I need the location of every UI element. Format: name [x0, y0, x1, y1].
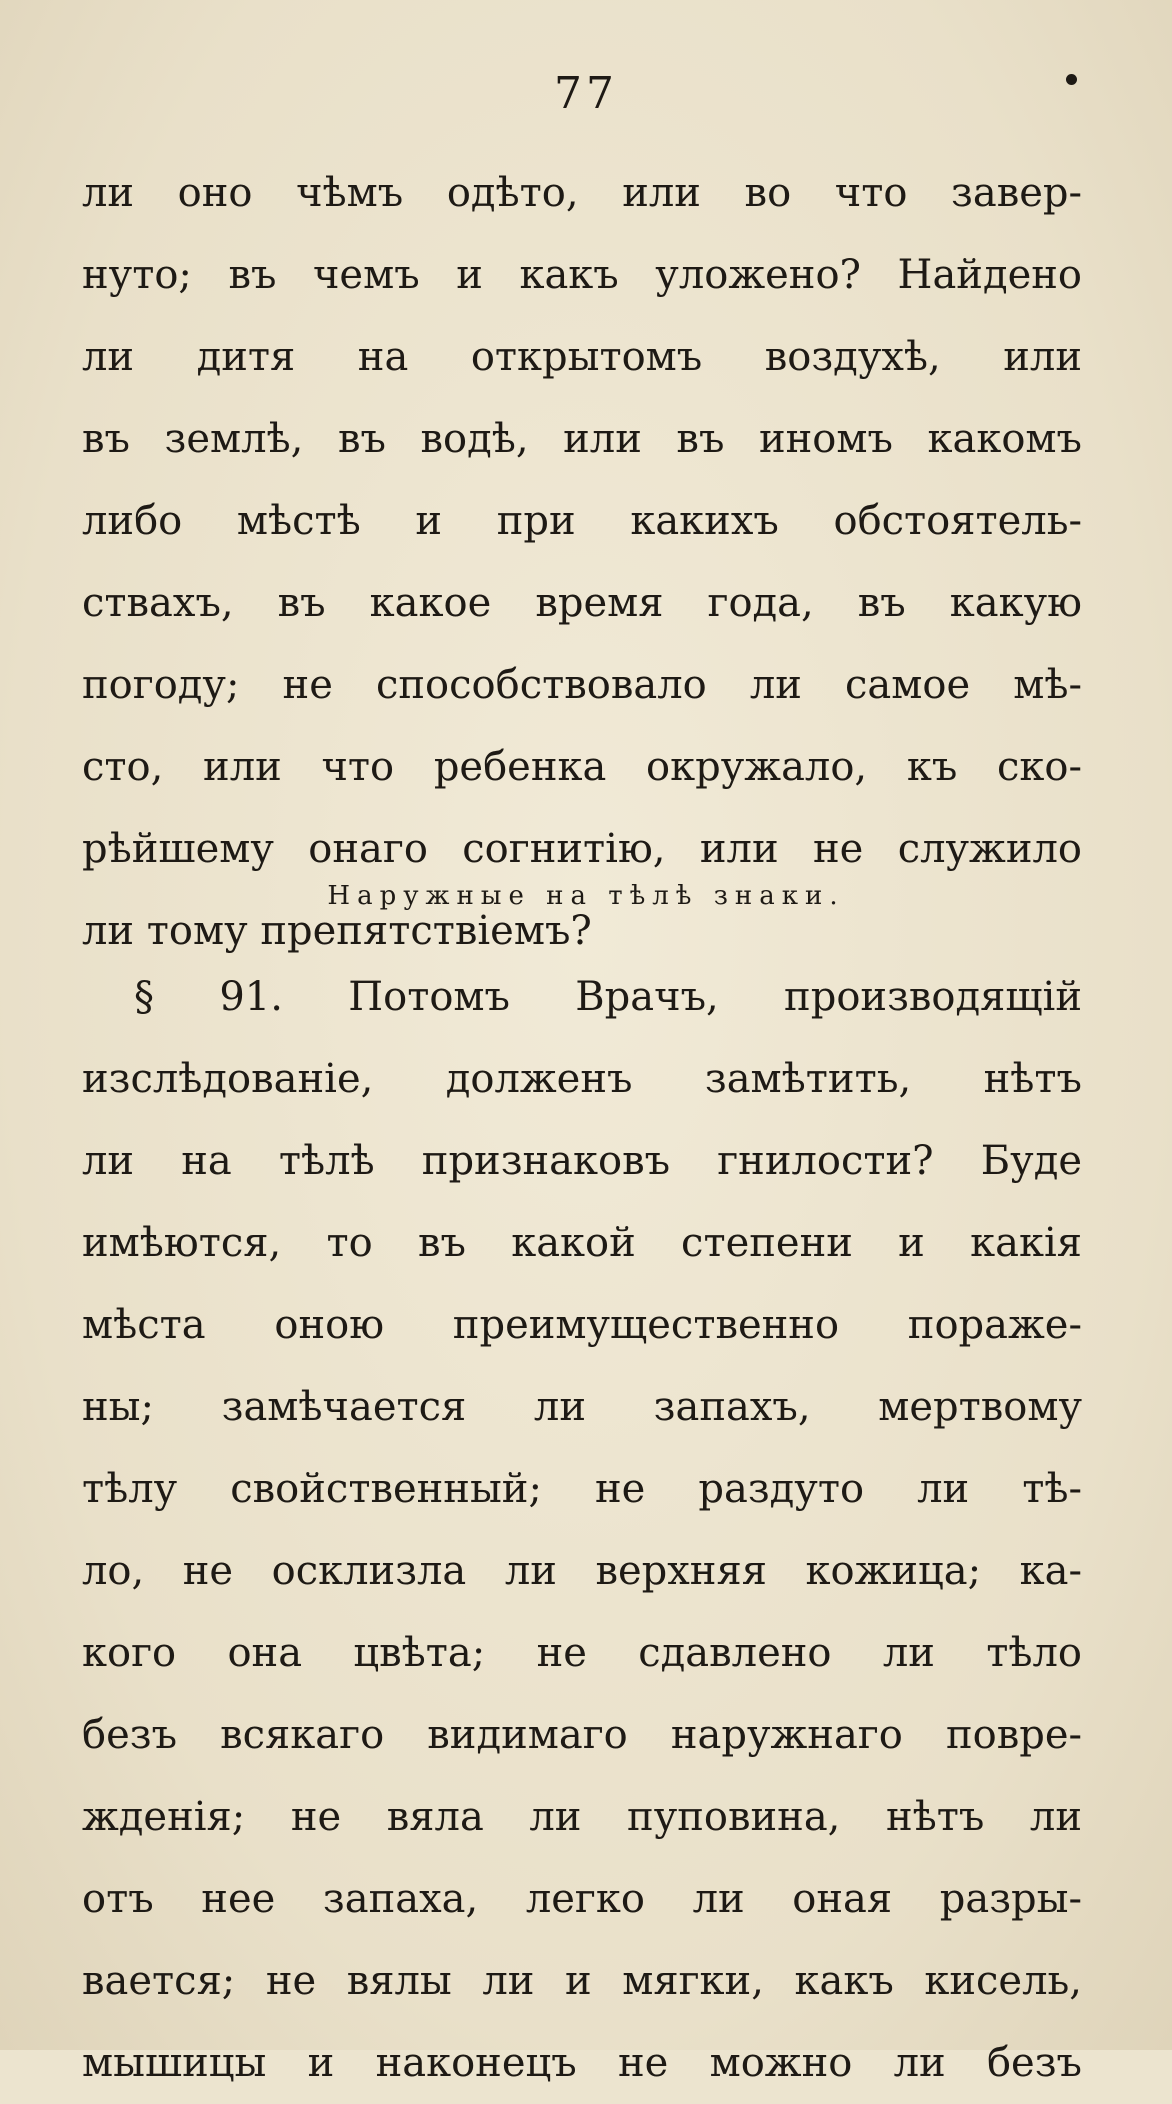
text-line: безъ всякаго видимаго наружнаго повре-: [82, 1712, 1082, 1758]
text-line: кого она цвѣта; не сдавлено ли тѣло: [82, 1630, 1082, 1676]
text-line: отъ нее запаха, легко ли оная разры-: [82, 1876, 1082, 1922]
text-line: ло, не осклизла ли верхняя кожица; ка-: [82, 1548, 1082, 1594]
section-heading: Наружные на тѣлѣ знаки.: [327, 881, 845, 911]
text-line: ли оно чѣмъ одѣто, или во что завер-: [82, 170, 1082, 216]
ink-dot: [1066, 74, 1077, 85]
text-line: мѣста оною преимущественно пораже-: [82, 1302, 1082, 1348]
text-line: сто, или что ребенка окружало, къ ско-: [82, 744, 1082, 790]
text-line: ли на тѣлѣ признаковъ гнилости? Буде: [82, 1138, 1082, 1184]
text-line: § 91. Потомъ Врачъ, производящій: [134, 974, 1082, 1020]
paragraph-2: [82, 956, 1082, 2104]
text-line: вается; не вялы ли и мягки, какъ кисель,: [82, 1958, 1082, 2004]
text-line: изслѣдованіе, долженъ замѣтить, нѣтъ: [82, 1056, 1082, 1102]
text-line: тѣлу свойственный; не раздуто ли тѣ-: [82, 1466, 1082, 1512]
paragraph-1: [82, 152, 1082, 972]
text-line: въ землѣ, въ водѣ, или въ иномъ какомъ: [82, 416, 1082, 462]
text-line: ли тому препятствіемъ?: [82, 908, 592, 954]
page-number: 77: [554, 68, 618, 119]
text-line: жденія; не вяла ли пуповина, нѣтъ ли: [82, 1794, 1082, 1840]
text-line: ствахъ, въ какое время года, въ какую: [82, 580, 1082, 626]
text-line: нуто; въ чемъ и какъ уложено? Найдено: [82, 252, 1082, 298]
text-line: либо мѣстѣ и при какихъ обстоятель-: [82, 498, 1082, 544]
text-line: ли дитя на открытомъ воздухѣ, или: [82, 334, 1082, 380]
text-line: погоду; не способствовало ли самое мѣ-: [82, 662, 1082, 708]
text-line: имѣются, то въ какой степени и какія: [82, 1220, 1082, 1266]
text-line: мышицы и наконецъ не можно ли безъ: [82, 2040, 1082, 2086]
text-line: рѣйшему онаго согнитію, или не служило: [82, 826, 1082, 872]
text-line: ны; замѣчается ли запахъ, мертвому: [82, 1384, 1082, 1430]
